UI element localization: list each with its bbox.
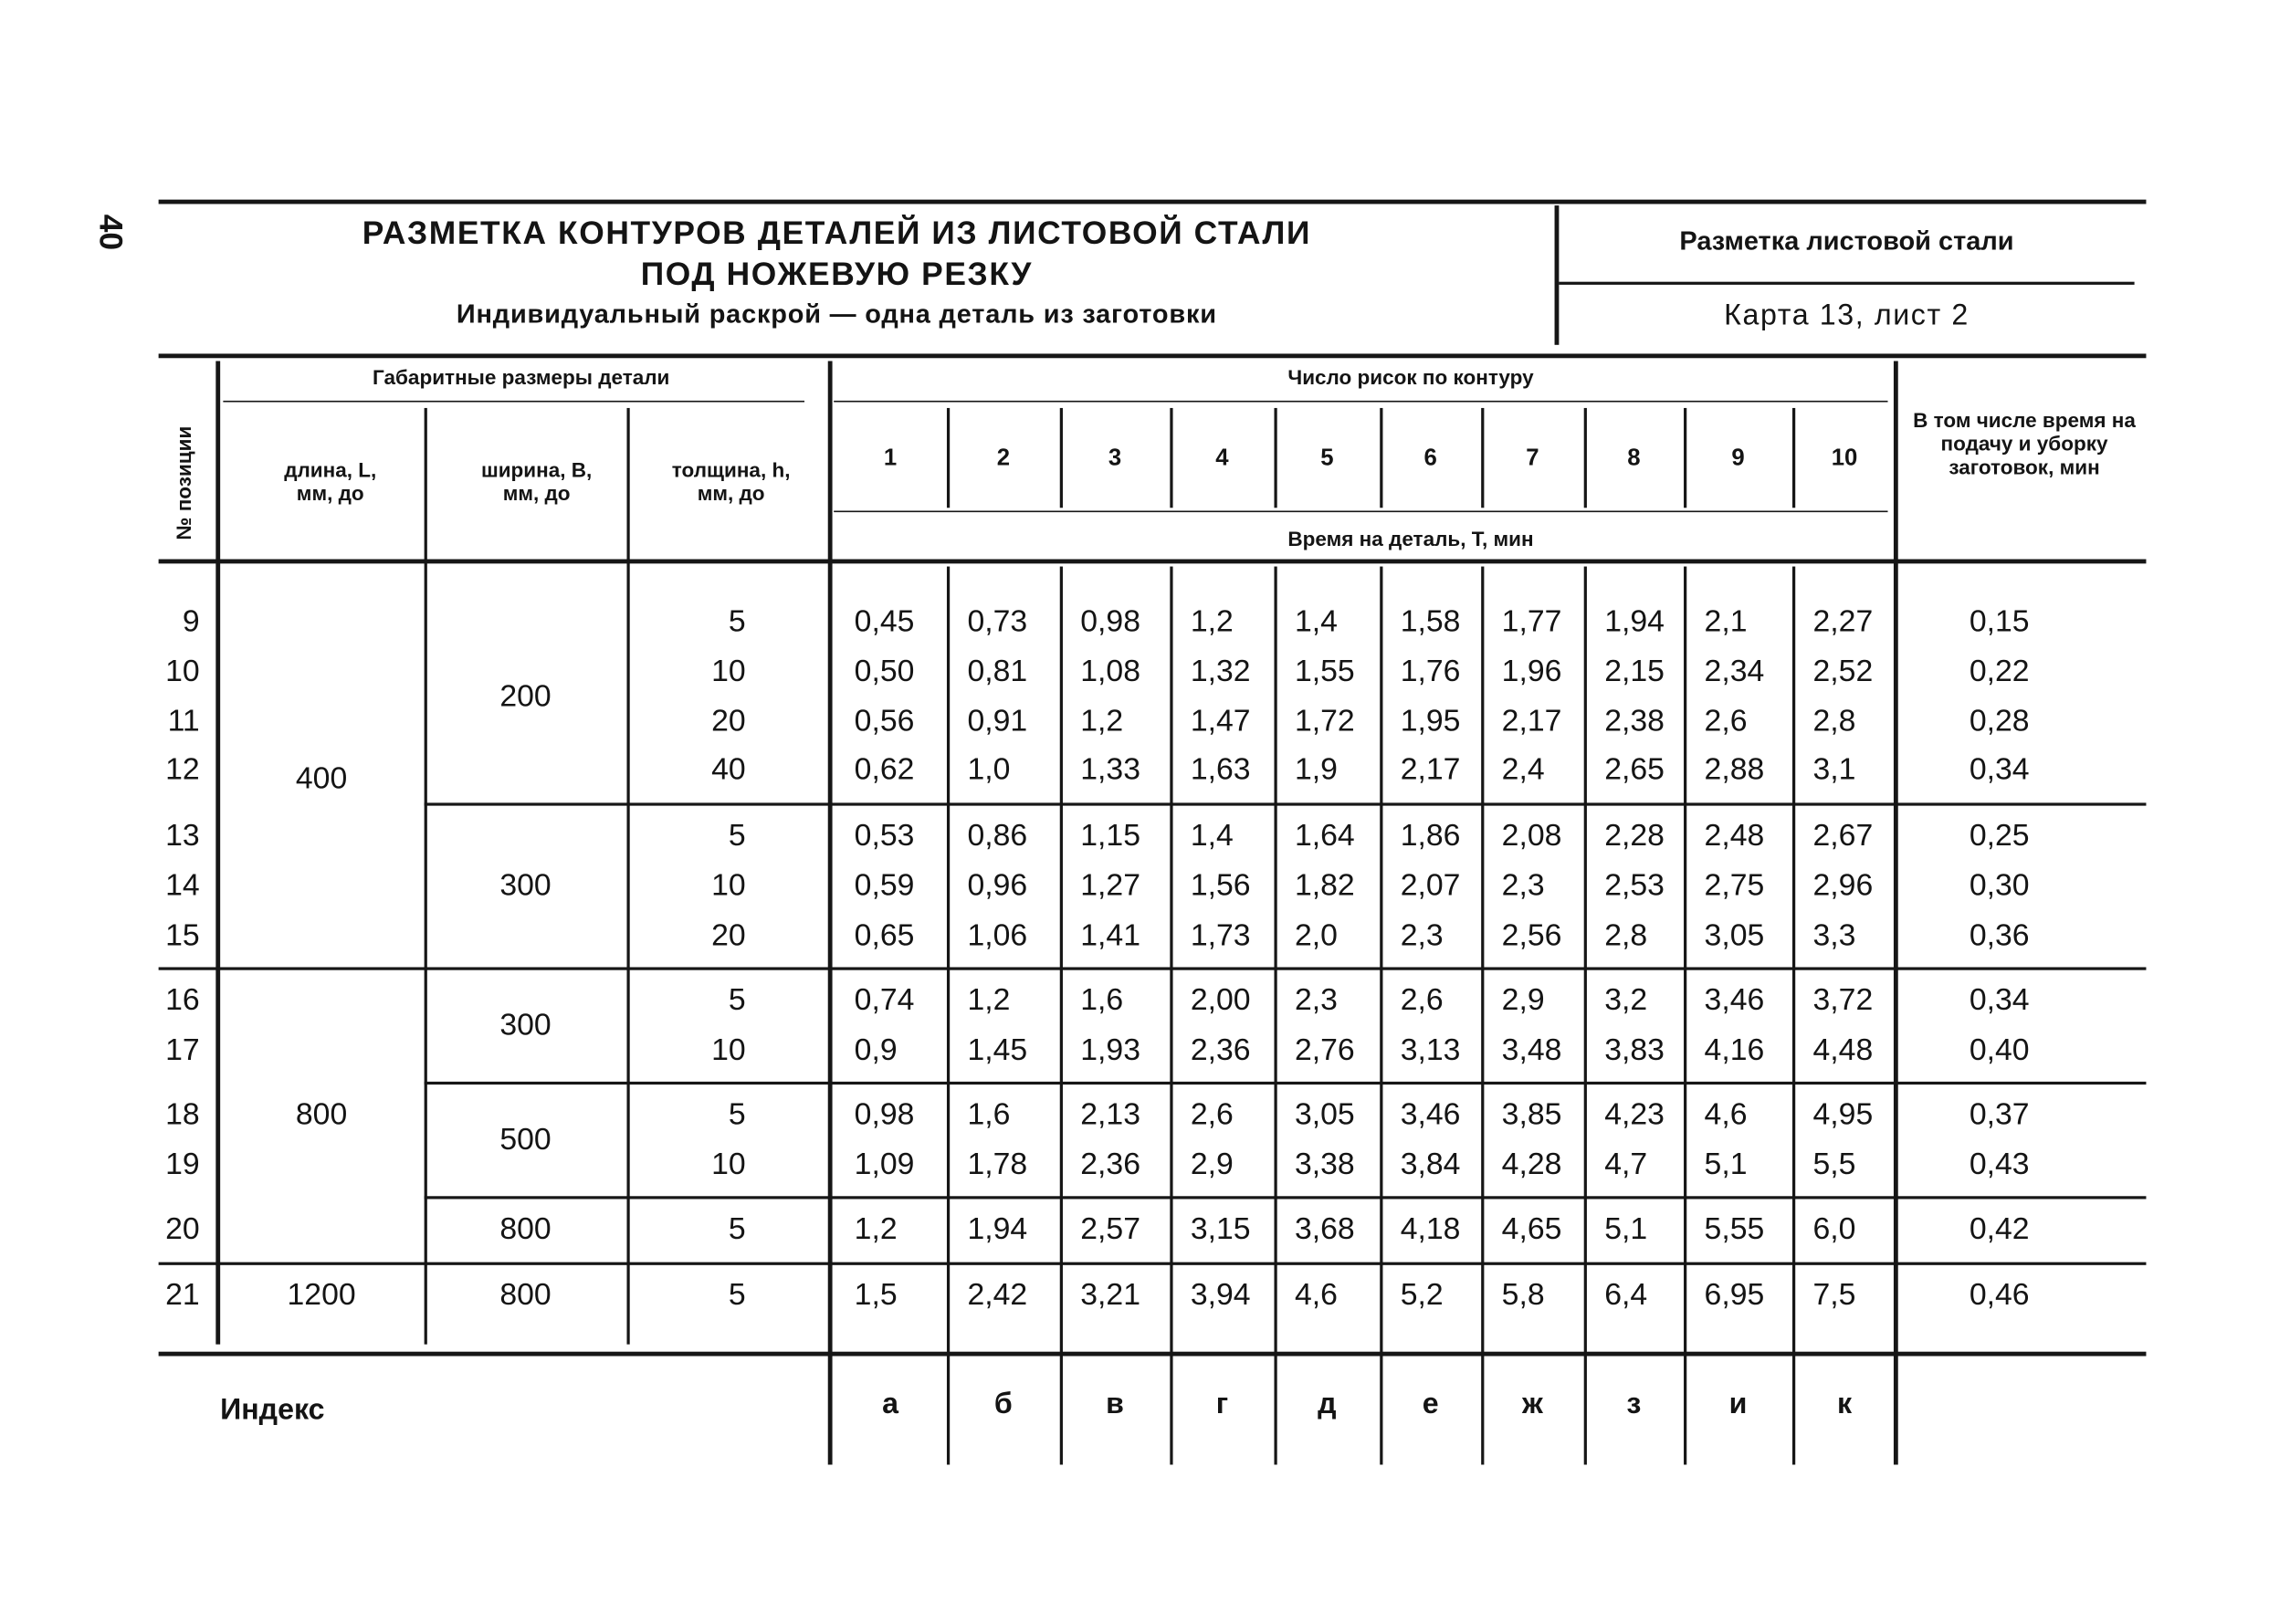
length-value: 800 <box>295 1097 348 1132</box>
time-column-line <box>1274 567 1276 1465</box>
time-cell: 4,18 <box>1400 1211 1461 1246</box>
time-cell: 3,1 <box>1812 752 1856 787</box>
time-cell: 0,9 <box>854 1032 898 1067</box>
width-value: 500 <box>499 1122 551 1157</box>
time-cell: 5,2 <box>1400 1278 1444 1313</box>
mark-count-header: 8 <box>1627 445 1641 472</box>
row-extra-time: 0,36 <box>1969 918 2030 953</box>
time-cell: 3,46 <box>1704 983 1765 1018</box>
card-section: Разметка листовой стали <box>1679 225 2014 256</box>
row-position: 17 <box>165 1032 200 1067</box>
time-cell: 2,42 <box>967 1278 1028 1313</box>
time-cell: 5,1 <box>1604 1211 1648 1246</box>
time-cell: 3,05 <box>1294 1097 1355 1132</box>
time-cell: 3,84 <box>1400 1147 1461 1182</box>
group-separator <box>159 1262 2147 1264</box>
time-cell: 5,55 <box>1704 1211 1765 1246</box>
row-extra-time: 0,28 <box>1969 704 2030 739</box>
width-group-separator <box>425 802 2147 805</box>
time-cell: 5,8 <box>1501 1278 1545 1313</box>
time-cell: 0,45 <box>854 604 915 639</box>
width-value: 300 <box>499 868 551 903</box>
time-cell: 4,7 <box>1604 1147 1648 1182</box>
title-line-1: РАЗМЕТКА КОНТУРОВ ДЕТАЛЕЙ ИЗ ЛИСТОВОЙ СТАЛИ <box>362 214 1311 251</box>
extra-time-header: В том числе время на подачу и уборку заготовок, мин <box>1913 407 2136 479</box>
dimensions-group-header: Габаритные размеры детали <box>373 365 670 390</box>
time-cell: 2,36 <box>1080 1147 1140 1182</box>
position-header: № позиции <box>172 425 195 540</box>
time-cell: 0,59 <box>854 868 915 903</box>
time-cell: 0,62 <box>854 752 915 787</box>
time-cell: 1,41 <box>1080 918 1140 953</box>
time-cell: 0,56 <box>854 704 915 739</box>
time-cell: 2,57 <box>1080 1211 1140 1246</box>
length-value: 400 <box>295 761 348 796</box>
width-header: ширина, B, мм, до <box>480 457 593 506</box>
table-top-rule <box>159 353 2147 358</box>
row-thickness: 40 <box>711 752 746 787</box>
row-position: 12 <box>165 752 200 787</box>
title-line-2: ПОД НОЖЕВУЮ РЕЗКУ <box>640 255 1034 292</box>
position-column-line <box>215 361 220 1344</box>
time-cell: 1,95 <box>1400 704 1461 739</box>
time-cell: 0,50 <box>854 655 915 689</box>
time-cell: 2,28 <box>1604 819 1665 854</box>
row-thickness: 10 <box>711 1147 746 1182</box>
mark-header-line <box>1481 408 1484 508</box>
time-cell: 1,94 <box>1604 604 1665 639</box>
time-cell: 3,05 <box>1704 918 1765 953</box>
time-cell: 2,1 <box>1704 604 1748 639</box>
row-position: 19 <box>165 1147 200 1182</box>
row-extra-time: 0,46 <box>1969 1278 2030 1313</box>
time-cell: 1,2 <box>967 983 1011 1018</box>
time-cell: 3,48 <box>1501 1032 1562 1067</box>
time-cell: 0,53 <box>854 819 915 854</box>
mark-count-header: 4 <box>1215 445 1229 472</box>
time-cell: 2,8 <box>1604 918 1648 953</box>
mark-count-header: 10 <box>1831 445 1858 472</box>
row-extra-time: 0,42 <box>1969 1211 2030 1246</box>
row-extra-time: 0,25 <box>1969 819 2030 854</box>
width-group-separator <box>425 1196 2147 1199</box>
subtitle: Индивидуальный раскрой — одна деталь из заготовки <box>456 299 1217 330</box>
time-cell: 3,13 <box>1400 1032 1461 1067</box>
row-position: 9 <box>182 604 200 639</box>
row-thickness: 5 <box>728 1211 746 1246</box>
time-cell: 2,48 <box>1704 819 1765 854</box>
row-thickness: 20 <box>711 704 746 739</box>
mark-header-line <box>1584 408 1587 508</box>
time-cell: 6,95 <box>1704 1278 1765 1313</box>
row-position: 13 <box>165 819 200 854</box>
row-extra-time: 0,30 <box>1969 868 2030 903</box>
time-cell: 2,8 <box>1812 704 1856 739</box>
time-cell: 2,6 <box>1400 983 1444 1018</box>
row-extra-time: 0,37 <box>1969 1097 2030 1132</box>
row-thickness: 5 <box>728 604 746 639</box>
mark-count-header: 1 <box>883 445 898 472</box>
time-label-rule <box>834 510 1887 512</box>
time-column-line <box>1684 567 1686 1465</box>
row-thickness: 5 <box>728 983 746 1018</box>
mark-header-line <box>1170 408 1172 508</box>
time-cell: 0,73 <box>967 604 1028 639</box>
time-cell: 6,4 <box>1604 1278 1648 1313</box>
time-cell: 4,95 <box>1812 1097 1874 1132</box>
time-cell: 3,21 <box>1080 1278 1140 1313</box>
row-thickness: 10 <box>711 655 746 689</box>
width-column-line <box>626 408 629 1345</box>
row-extra-time: 0,34 <box>1969 752 2030 787</box>
time-cell: 2,17 <box>1501 704 1562 739</box>
index-letter: и <box>1728 1388 1748 1421</box>
time-cell: 2,52 <box>1812 655 1874 689</box>
time-cell: 1,06 <box>967 918 1028 953</box>
time-cell: 1,56 <box>1190 868 1251 903</box>
mark-header-line <box>1684 408 1686 508</box>
time-cell: 1,9 <box>1294 752 1338 787</box>
time-cell: 1,94 <box>967 1211 1028 1246</box>
time-cell: 0,96 <box>967 868 1028 903</box>
time-cell: 5,5 <box>1812 1147 1856 1182</box>
time-column-line <box>947 567 950 1465</box>
time-cell: 1,15 <box>1080 819 1140 854</box>
time-column-line <box>1170 567 1172 1465</box>
time-cell: 2,3 <box>1294 983 1338 1018</box>
card-divider <box>1559 282 2134 285</box>
dimensions-group-rule <box>223 401 804 403</box>
time-cell: 7,5 <box>1812 1278 1856 1313</box>
time-cell: 1,58 <box>1400 604 1461 639</box>
time-cell: 1,47 <box>1190 704 1251 739</box>
mark-header-line <box>1060 408 1063 508</box>
time-cell: 2,65 <box>1604 752 1665 787</box>
time-cell: 1,64 <box>1294 819 1355 854</box>
time-cell: 3,83 <box>1604 1032 1665 1067</box>
time-cell: 2,67 <box>1812 819 1874 854</box>
time-cell: 1,86 <box>1400 819 1461 854</box>
time-cell: 2,6 <box>1190 1097 1234 1132</box>
time-column-line <box>1380 567 1382 1465</box>
row-thickness: 5 <box>728 1097 746 1132</box>
time-cell: 1,73 <box>1190 918 1251 953</box>
index-letter: г <box>1215 1388 1229 1421</box>
length-header: длина, L, мм, до <box>284 457 377 506</box>
time-cell: 1,77 <box>1501 604 1562 639</box>
time-cell: 2,00 <box>1190 983 1251 1018</box>
time-cell: 3,46 <box>1400 1097 1461 1132</box>
index-letter: а <box>882 1388 899 1421</box>
time-cell: 4,28 <box>1501 1147 1562 1182</box>
time-cell: 4,48 <box>1812 1032 1874 1067</box>
time-cell: 2,38 <box>1604 704 1665 739</box>
table-header-bottom-rule <box>159 560 2147 564</box>
width-value: 200 <box>499 678 551 713</box>
time-cell: 1,08 <box>1080 655 1140 689</box>
index-letter: д <box>1318 1388 1337 1421</box>
time-cell: 0,91 <box>967 704 1028 739</box>
time-cell: 2,75 <box>1704 868 1765 903</box>
mark-count-header: 7 <box>1526 445 1539 472</box>
time-cell: 1,09 <box>854 1147 915 1182</box>
time-cell: 4,16 <box>1704 1032 1765 1067</box>
row-position: 21 <box>165 1278 200 1313</box>
row-thickness: 10 <box>711 1032 746 1067</box>
time-cell: 0,65 <box>854 918 915 953</box>
row-position: 18 <box>165 1097 200 1132</box>
row-thickness: 5 <box>728 1278 746 1313</box>
time-cell: 1,32 <box>1190 655 1251 689</box>
mark-header-line <box>1274 408 1276 508</box>
time-cell: 1,4 <box>1190 819 1234 854</box>
mark-count-header: 3 <box>1108 445 1122 472</box>
mark-count-header: 9 <box>1731 445 1745 472</box>
index-letter: б <box>993 1388 1013 1421</box>
row-extra-time: 0,15 <box>1969 604 2030 639</box>
time-cell: 1,76 <box>1400 655 1461 689</box>
card-sheet: Карта 13, лист 2 <box>1724 299 1970 332</box>
row-extra-time: 0,43 <box>1969 1147 2030 1182</box>
index-letter: ж <box>1522 1388 1543 1421</box>
time-cell: 1,96 <box>1501 655 1562 689</box>
time-cell: 3,72 <box>1812 983 1874 1018</box>
time-cell: 3,3 <box>1812 918 1856 953</box>
time-cell: 3,68 <box>1294 1211 1355 1246</box>
row-thickness: 20 <box>711 918 746 953</box>
row-thickness: 10 <box>711 868 746 903</box>
row-position: 15 <box>165 918 200 953</box>
time-cell: 2,0 <box>1294 918 1338 953</box>
time-cell: 2,13 <box>1080 1097 1140 1132</box>
time-cell: 3,15 <box>1190 1211 1251 1246</box>
thickness-column-line <box>828 361 833 1464</box>
time-cell: 5,1 <box>1704 1147 1748 1182</box>
time-cell: 2,76 <box>1294 1032 1355 1067</box>
row-position: 16 <box>165 983 200 1018</box>
time-cell: 3,2 <box>1604 983 1648 1018</box>
time-cell: 2,4 <box>1501 752 1545 787</box>
row-position: 11 <box>167 704 200 739</box>
time-label: Время на деталь, T, мин <box>1287 527 1534 550</box>
time-column-line <box>1481 567 1484 1465</box>
time-cell: 2,56 <box>1501 918 1562 953</box>
time-cell: 1,45 <box>967 1032 1028 1067</box>
index-label: Индекс <box>220 1394 325 1427</box>
index-top-rule <box>159 1352 2147 1357</box>
time-cell: 2,96 <box>1812 868 1874 903</box>
time-cell: 1,6 <box>1080 983 1124 1018</box>
time-column-line <box>1792 567 1795 1465</box>
row-extra-time: 0,40 <box>1969 1032 2030 1067</box>
index-letter: е <box>1422 1388 1439 1421</box>
page-number: 40 <box>92 214 130 251</box>
time-column-line <box>1060 567 1063 1465</box>
time-cell: 2,3 <box>1501 868 1545 903</box>
group-separator <box>159 967 2147 969</box>
mark-header-line <box>1792 408 1795 508</box>
length-value: 1200 <box>287 1278 356 1313</box>
time-cell: 2,15 <box>1604 655 1665 689</box>
time-cell: 0,98 <box>1080 604 1140 639</box>
time-cell: 1,2 <box>1190 604 1234 639</box>
time-cell: 1,72 <box>1294 704 1355 739</box>
time-cell: 1,0 <box>967 752 1011 787</box>
time-cell: 1,5 <box>854 1278 898 1313</box>
time-cell: 2,36 <box>1190 1032 1251 1067</box>
time-cell: 1,63 <box>1190 752 1251 787</box>
width-value: 300 <box>499 1008 551 1043</box>
index-letter: к <box>1837 1388 1853 1421</box>
marks-group-rule <box>834 401 1887 403</box>
mark-count-header: 6 <box>1423 445 1437 472</box>
row-extra-time: 0,22 <box>1969 655 2030 689</box>
time-cell: 0,98 <box>854 1097 915 1132</box>
time-cell: 1,4 <box>1294 604 1338 639</box>
time-cell: 3,38 <box>1294 1147 1355 1182</box>
time-cell: 2,88 <box>1704 752 1765 787</box>
time-cell: 1,27 <box>1080 868 1140 903</box>
time-cell: 2,08 <box>1501 819 1562 854</box>
time-cell: 1,6 <box>967 1097 1011 1132</box>
width-group-separator <box>425 1082 2147 1084</box>
time-cell: 0,81 <box>967 655 1028 689</box>
row-position: 20 <box>165 1211 200 1246</box>
time-cell: 1,93 <box>1080 1032 1140 1067</box>
time-cell: 2,6 <box>1704 704 1748 739</box>
time-cell: 2,9 <box>1190 1147 1234 1182</box>
time-cell: 4,65 <box>1501 1211 1562 1246</box>
time-cell: 2,34 <box>1704 655 1765 689</box>
row-position: 14 <box>165 868 200 903</box>
row-extra-time: 0,34 <box>1969 983 2030 1018</box>
time-cell: 1,78 <box>967 1147 1028 1182</box>
time-cell: 2,3 <box>1400 918 1444 953</box>
index-letter: з <box>1626 1388 1642 1421</box>
thickness-header: толщина, h, мм, до <box>671 457 791 506</box>
width-value: 800 <box>499 1211 551 1246</box>
time-cell: 4,6 <box>1704 1097 1748 1132</box>
time-cell: 1,2 <box>854 1211 898 1246</box>
time-cell: 1,55 <box>1294 655 1355 689</box>
time-cell: 2,53 <box>1604 868 1665 903</box>
time-cell: 0,74 <box>854 983 915 1018</box>
time-cell: 2,17 <box>1400 752 1461 787</box>
time-cell: 4,23 <box>1604 1097 1665 1132</box>
time-column-line <box>1584 567 1587 1465</box>
mark-header-line <box>1380 408 1382 508</box>
time-cell: 0,86 <box>967 819 1028 854</box>
width-value: 800 <box>499 1278 551 1313</box>
top-rule <box>159 200 2147 204</box>
time-cell: 6,0 <box>1812 1211 1856 1246</box>
time-cell: 4,6 <box>1294 1278 1338 1313</box>
time-cell: 2,27 <box>1812 604 1874 639</box>
time-cell: 2,9 <box>1501 983 1545 1018</box>
marks-group-header: Число рисок по контуру <box>1287 365 1534 390</box>
index-letter: в <box>1106 1388 1124 1421</box>
time-cell: 3,85 <box>1501 1097 1562 1132</box>
time-cell: 2,07 <box>1400 868 1461 903</box>
mark-count-header: 2 <box>996 445 1011 472</box>
time-cell: 1,33 <box>1080 752 1140 787</box>
time-cell: 3,94 <box>1190 1278 1251 1313</box>
mark-count-header: 5 <box>1320 445 1334 472</box>
time-cell: 1,2 <box>1080 704 1124 739</box>
row-thickness: 5 <box>728 819 746 854</box>
row-position: 10 <box>165 655 200 689</box>
mark-header-line <box>947 408 950 508</box>
time-cell: 1,82 <box>1294 868 1355 903</box>
